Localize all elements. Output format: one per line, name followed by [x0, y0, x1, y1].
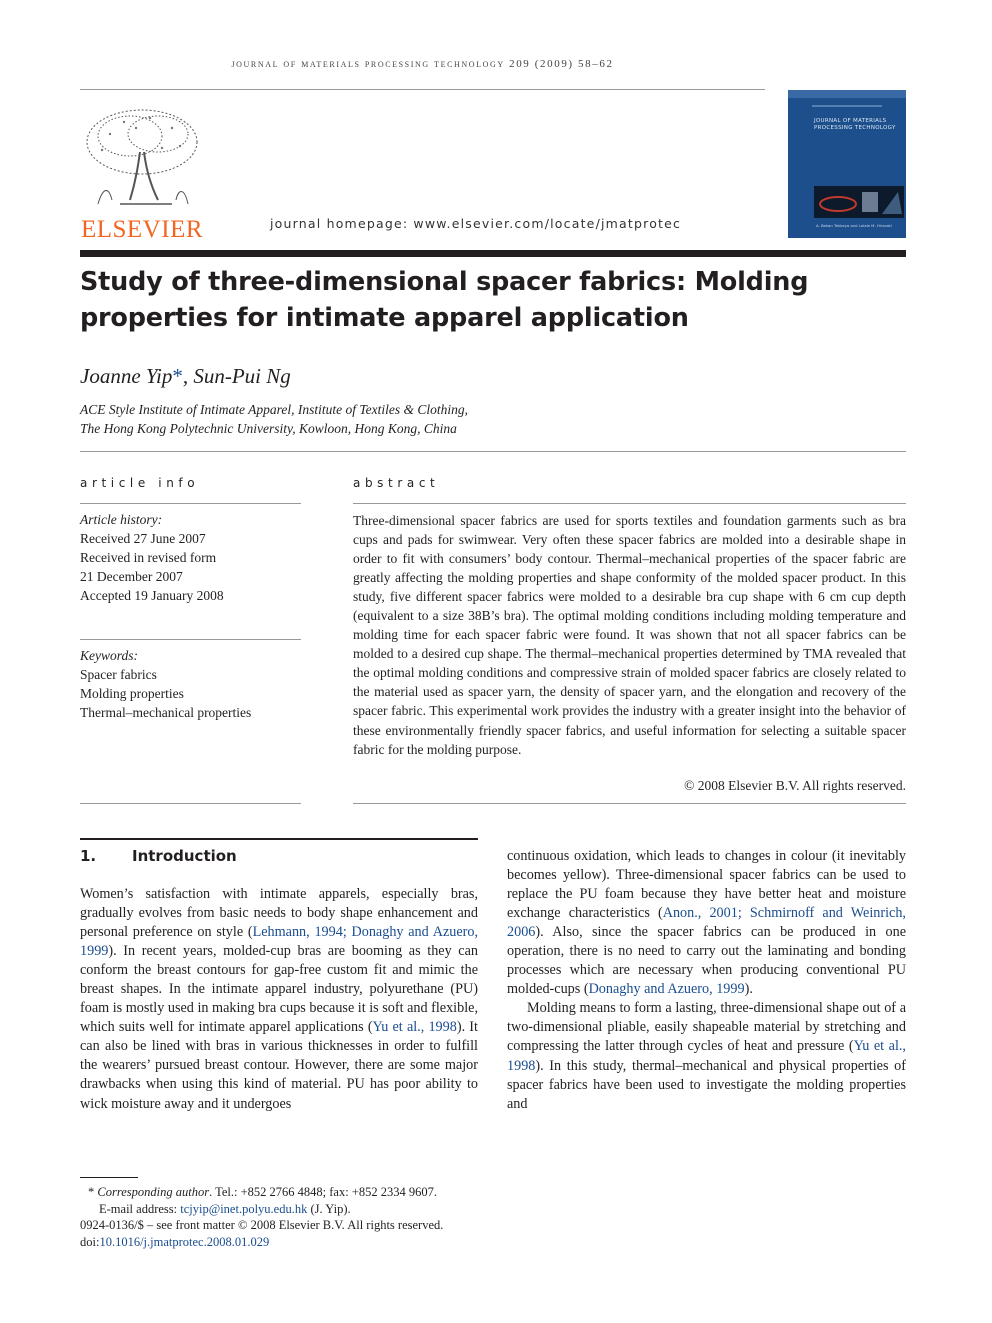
history-label: Article history: [80, 512, 163, 527]
paragraph-text: Molding means to form a lasting, three-dimensional shape out of a two-dimensional pliable, easily shapeable material by stretching and compressing the latter through cycles of heat and pressure ( [507, 1000, 906, 1055]
keyword-item: Thermal–mechanical properties [80, 705, 252, 720]
keywords [80, 646, 301, 722]
abstract-text: Three-dimensional spacer fabrics are used for sports textiles and foundation garments such as bra cups and pads for swimwear. Very often these spacer fabrics are molded into a desirable shape in order to fit with consumers’ body contour. Thermal–mechanical properties of the spacer fabric are greatly affecting the molding properties and shape conformity of the molded spacer product. In this study, five different spacer fabrics were molded to a desirable bra cup shape with 6 cm cup depth (equivalent to a size 38B’s bra). The optimal molding conditions including molding temperature and molding time for each spacer fabric were found. It was shown that not all spacer fabrics can be molded to a desired cup shape. The thermal–mechanical properties determined by TMA revealed that the optimal molding conditions and compressive strain of molded spacer fabrics are closely related to the material used as spacer yarn, the density of spacer yarn, and the elongation and recovery of the spacer fabric. This experimental work provides the industry with a greater insight into the behavior of these environmentally friendly spacer fabrics, and useful information for selecting a suitable spacer fabric for the molding purpose. [353, 513, 906, 757]
abstract-bottom-rule [353, 803, 906, 804]
article-title: Study of three-dimensional spacer fabrics: Molding properties for intimate apparel application [80, 267, 809, 333]
section-title: Introduction [132, 847, 237, 865]
left-column-text [80, 885, 478, 1114]
paragraph-text: ). In recent years, molded-cup bras are booming as they can conform the breast contours for gap-free custom fit and mimic the breast shapes. In the intimate apparel industry, polyurethane (PU) foam is mostly used in making bra cups because it is soft and flexible, which suits well for intimate apparel applications ( [80, 943, 478, 1036]
history-item: Received in revised form [80, 550, 217, 565]
info-top-rule [80, 451, 906, 452]
history-item: Received 27 June 2007 [80, 531, 206, 546]
corresponding-label: Corresponding author [97, 1185, 210, 1199]
citation-link[interactable]: Yu et al., 1998 [507, 1038, 906, 1074]
cover-editors: A. Bekan Tekkaya and Lalaie M. Hiravati [816, 223, 892, 228]
section-heading [80, 847, 237, 865]
history-item: Accepted 19 January 2008 [80, 588, 224, 603]
citation-link[interactable]: Yu et al., 1998 [372, 1019, 457, 1036]
doi-link[interactable]: 10.1016/j.jmatprotec.2008.01.029 [99, 1234, 270, 1249]
affiliation [80, 400, 680, 438]
footnote-mark: * [88, 1185, 95, 1199]
running-head: journal of materials processing technology 209 (2009) 58–62 [231, 58, 614, 70]
contact-details: . Tel.: +852 2766 4848; fax: +852 2334 9607. [209, 1185, 437, 1199]
abstract-heading: abstract [353, 476, 440, 490]
elsevier-wordmark: ELSEVIER [80, 216, 204, 243]
article-info-bottom-rule [80, 803, 301, 804]
footnote-rule [80, 1177, 138, 1178]
keyword-item: Spacer fabrics [80, 667, 157, 682]
paragraph [507, 999, 906, 1113]
email-link[interactable]: tcjyip@inet.polyu.edu.hk [180, 1201, 308, 1216]
affiliation-line: The Hong Kong Polytechnic University, Kowloon, Hong Kong, China [80, 421, 457, 436]
paragraph-text: continuous oxidation, which leads to changes in colour (it inevitably becomes yellow). Three-dimensional spacer fabrics can be used to replace the PU foam because they have better heat and moisture exchange characteristics ( [507, 848, 906, 922]
right-column-text [507, 847, 906, 1114]
corresponding-author-mark[interactable]: * [172, 364, 183, 388]
cover-machinery-icon [814, 186, 904, 218]
paragraph-text: Women’s satisfaction with intimate apparels, especially bras, gradually evolves from basic needs to body shape enhancement and personal preference on style ( [80, 886, 478, 941]
abstract-rule [353, 503, 906, 504]
history-item: 21 December 2007 [80, 569, 183, 584]
elsevier-logo[interactable] [80, 104, 204, 243]
issn-line: 0924-0136/$ – see front matter © 2008 Elsevier B.V. All rights reserved. [80, 1218, 444, 1232]
keywords-rule [80, 639, 301, 640]
cover-photo [814, 186, 904, 218]
paragraph-text: ). It can also be lined with bras in various thicknesses in order to fulfill the wearers’ pursued breast contour. However, there are some major drawbacks when using this kind of material. PU has poor ability to wick moisture away and it undergoes [80, 1019, 478, 1112]
elsevier-tree-icon [80, 104, 204, 214]
author-name[interactable]: , Sun-Pui Ng [182, 364, 291, 388]
doi-line [80, 1234, 640, 1251]
author-list [80, 364, 291, 389]
paragraph-text: ). In this study, thermal–mechanical and physical properties of spacer fabrics have been used to investigate the molding properties and [507, 1057, 906, 1112]
cover-title: JOURNAL OF MATERIALS PROCESSING TECHNOLOGY [814, 118, 896, 131]
email-suffix: (J. Yip). [307, 1201, 351, 1216]
corresponding-author-note [80, 1184, 640, 1201]
article-info-rule [80, 503, 301, 504]
intro-rule [80, 838, 478, 840]
affiliation-line: ACE Style Institute of Intimate Apparel, Institute of Textiles & Clothing, [80, 402, 468, 417]
citation-link[interactable]: Lehmann, 1994; Donaghy and Azuero, 1999 [80, 924, 478, 960]
article-history [80, 510, 301, 605]
paragraph-text: ). Also, since the spacer fabrics can be produced in one operation, there is no need to carry out the laminating and bonding processes which are necessary when producing conventional PU molded-cups ( [507, 924, 906, 998]
article-info-heading: article info [80, 476, 200, 490]
keyword-item: Molding properties [80, 686, 184, 701]
author-name[interactable]: Joanne Yip [80, 364, 173, 388]
cover-top-strip [788, 90, 906, 98]
paragraph-text: ). [744, 981, 753, 998]
section-number: 1. [80, 847, 97, 865]
keywords-label: Keywords: [80, 648, 138, 663]
cover-divider-icon [812, 104, 882, 108]
email-label: E-mail address: [99, 1201, 181, 1216]
citation-link[interactable]: Anon., 2001; Schmirnoff and Weinrich, 2006 [507, 905, 906, 941]
header-divider [80, 89, 765, 90]
abstract-copyright: © 2008 Elsevier B.V. All rights reserved. [684, 778, 906, 793]
email-note [80, 1201, 640, 1218]
journal-homepage-link[interactable]: journal homepage: www.elsevier.com/locate/jmatprotec [270, 216, 682, 231]
title-top-rule [80, 250, 906, 257]
paragraph [507, 847, 906, 999]
journal-cover-image[interactable] [788, 90, 906, 238]
paragraph [80, 885, 478, 1114]
doi-label: doi: [80, 1234, 100, 1249]
citation-link[interactable]: Donaghy and Azuero, 1999 [588, 981, 745, 998]
footnotes [80, 1184, 640, 1250]
